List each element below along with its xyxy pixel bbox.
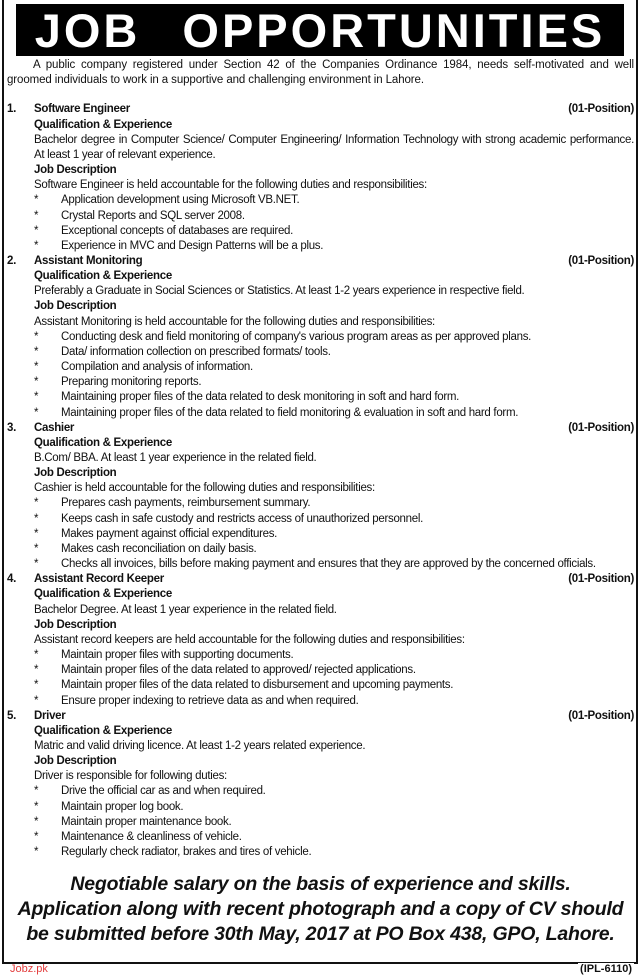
bullet-icon: *: [34, 542, 39, 555]
duty-text: Makes payment against official expenditures.: [61, 527, 278, 540]
list-item: [7, 694, 634, 709]
duty-text: Crystal Reports and SQL server 2008.: [61, 209, 245, 222]
duty-text: Maintain proper log book.: [61, 800, 184, 813]
duty-text: Makes cash reconciliation on daily basis.: [61, 542, 257, 555]
job-title: Assistant Monitoring: [34, 254, 143, 267]
list-item: [7, 663, 634, 678]
list-item: [7, 345, 634, 360]
bullet-icon: *: [34, 649, 39, 662]
list-item: [7, 330, 634, 345]
duties-intro: Software Engineer is held accountable for the following duties and responsibilities:: [34, 179, 427, 192]
qualification-heading: Qualification & Experience: [34, 724, 172, 737]
job-3: [7, 421, 634, 573]
list-item: [7, 406, 634, 421]
bullet-icon: *: [34, 527, 39, 540]
bullet-icon: *: [34, 391, 39, 404]
duty-text: Experience in MVC and Design Patterns will be a plus.: [61, 239, 324, 252]
list-item: [7, 390, 634, 405]
job-description-heading: Job Description: [34, 618, 117, 631]
duties-intro: Assistant Monitoring is held accountable for the following duties and responsibilities:: [34, 315, 435, 328]
job-description-heading: Job Description: [34, 164, 117, 177]
job-number: 5.: [7, 709, 16, 722]
reference-code: (IPL-6110): [580, 963, 632, 975]
duties-list: [7, 330, 634, 421]
duties-intro: Assistant record keepers are held accountable for the following duties and responsibilities:: [34, 633, 465, 646]
duty-text: Regularly check radiator, brakes and tires of vehicle.: [61, 846, 312, 859]
bullet-icon: *: [34, 345, 39, 358]
bullet-icon: *: [34, 815, 39, 828]
duty-text: Maintain proper maintenance book.: [61, 815, 232, 828]
bullet-icon: *: [34, 800, 39, 813]
job-2: [7, 254, 634, 421]
list-item: [7, 224, 634, 239]
duty-text: Maintaining proper files of the data related to desk monitoring in soft and hard form.: [61, 391, 460, 404]
list-item: [7, 678, 634, 693]
bullet-icon: *: [34, 239, 39, 252]
list-item: [7, 800, 634, 815]
bullet-icon: *: [34, 664, 39, 677]
bullet-icon: *: [34, 194, 39, 207]
qualification-heading: Qualification & Experience: [34, 118, 172, 131]
duty-text: Drive the official car as and when required.: [61, 785, 266, 798]
job-number: 3.: [7, 421, 16, 434]
list-item: [7, 512, 634, 527]
duties-list: [7, 648, 634, 709]
list-item: [7, 845, 634, 860]
bullet-icon: *: [34, 830, 39, 843]
list-item: [7, 239, 634, 254]
job-number: 2.: [7, 254, 16, 267]
job-number: 4.: [7, 573, 16, 586]
job-listings: [7, 102, 634, 860]
intro-paragraph: A public company registered under Section 42 of the Companies Ordinance 1984, needs self-motivated and well groomed individuals to work in a supportive and challenging environment in Lahore.: [7, 59, 634, 87]
qualification-text: Bachelor degree in Computer Science/ Computer Engineering/ Information Technology with strong academic performance. At least 1 year of relevant experience.: [34, 133, 634, 161]
job-4: [7, 572, 634, 708]
qualification-text: Matric and valid driving licence. At least 1-2 years related experience.: [34, 739, 366, 752]
duties-intro: Cashier is held accountable for the following duties and responsibilities:: [34, 482, 375, 495]
job-description-heading: Job Description: [34, 755, 117, 768]
duty-text: Maintenance & cleanliness of vehicle.: [61, 830, 242, 843]
job-positions: (01-Position): [568, 421, 634, 434]
job-title: Software Engineer: [34, 103, 130, 116]
job-title: Driver: [34, 709, 66, 722]
list-item: [7, 784, 634, 799]
duty-text: Maintain proper files of the data related to approved/ rejected applications.: [61, 664, 416, 677]
bullet-icon: *: [34, 361, 39, 374]
duty-text: Application development using Microsoft VB.NET.: [61, 194, 300, 207]
job-positions: (01-Position): [568, 573, 634, 586]
duty-text: Checks all invoices, bills before making payment and ensures that they are approved by the concerned officials.: [61, 558, 596, 571]
list-item: [7, 375, 634, 390]
bullet-icon: *: [34, 376, 39, 389]
list-item: [7, 209, 634, 224]
duty-text: Maintaining proper files of the data related to field monitoring & evaluation in soft and hard form.: [61, 406, 519, 419]
job-title: Cashier: [34, 421, 75, 434]
qualification-heading: Qualification & Experience: [34, 588, 172, 601]
qualification-text: Preferably a Graduate in Social Sciences or Statistics. At least 1-2 years experience in respective field.: [34, 285, 525, 298]
qualification-text: B.Com/ BBA. At least 1 year experience in the related field.: [34, 452, 317, 464]
bullet-icon: *: [34, 406, 39, 419]
bullet-icon: *: [34, 224, 39, 237]
job-5: [7, 709, 634, 861]
duty-text: Exceptional concepts of databases are required.: [61, 224, 294, 237]
job-description-heading: Job Description: [34, 300, 117, 313]
qualification-heading: Qualification & Experience: [34, 270, 172, 283]
duties-intro: Driver is responsible for following duties:: [34, 770, 227, 783]
bullet-icon: *: [34, 558, 39, 571]
salary-note: Negotiable salary on the basis of experience and skills.: [70, 873, 571, 896]
job-positions: (01-Position): [568, 103, 634, 116]
duty-text: Data/ information collection on prescribed formats/ tools.: [61, 345, 331, 358]
list-item: [7, 496, 634, 511]
bullet-icon: *: [34, 785, 39, 798]
watermark: Jobz.pk: [10, 963, 48, 975]
bullet-icon: *: [34, 512, 39, 525]
job-positions: (01-Position): [568, 254, 634, 267]
duty-text: Ensure proper indexing to retrieve data as and when required.: [61, 694, 359, 707]
bullet-icon: *: [34, 209, 39, 222]
list-item: [7, 830, 634, 845]
duty-text: Prepares cash payments, reimbursement summary.: [61, 497, 311, 510]
footer: [7, 872, 634, 947]
list-item: [7, 360, 634, 375]
bullet-icon: *: [34, 497, 39, 510]
duty-text: Maintain proper files with supporting documents.: [61, 649, 294, 662]
duties-list: [7, 784, 634, 860]
ad-content: [7, 58, 634, 947]
list-item: [7, 557, 634, 572]
list-item: [7, 193, 634, 208]
duty-text: Preparing monitoring reports.: [61, 376, 202, 389]
application-instructions: Application along with recent photograph and a copy of CV should be submitted before 30th May, 2017 at PO Box 438, GPO, Lahore.: [17, 898, 624, 946]
bullet-icon: *: [34, 330, 39, 343]
job-title: Assistant Record Keeper: [34, 573, 164, 586]
job-description-heading: Job Description: [34, 467, 117, 480]
job-1: [7, 102, 634, 254]
list-item: [7, 527, 634, 542]
bullet-icon: *: [34, 846, 39, 859]
duties-list: [7, 496, 634, 572]
list-item: [7, 542, 634, 557]
job-number: 1.: [7, 103, 16, 116]
bullet-icon: *: [34, 694, 39, 707]
duties-list: [7, 193, 634, 254]
duty-text: Conducting desk and field monitoring of company's various program areas as per approved plans.: [61, 330, 532, 343]
duty-text: Keeps cash in safe custody and restricts access of unauthorized personnel.: [61, 512, 423, 525]
list-item: [7, 815, 634, 830]
list-item: [7, 648, 634, 663]
duty-text: Compilation and analysis of information.: [61, 361, 253, 374]
job-positions: (01-Position): [568, 709, 634, 722]
qualification-heading: Qualification & Experience: [34, 436, 172, 449]
ad-title: JOB OPPORTUNITIES: [16, 4, 624, 56]
qualification-text: Bachelor Degree. At least 1 year experience in the related field.: [34, 603, 337, 616]
duty-text: Maintain proper files of the data related to disbursement and upcoming payments.: [61, 679, 454, 692]
bullet-icon: *: [34, 679, 39, 692]
